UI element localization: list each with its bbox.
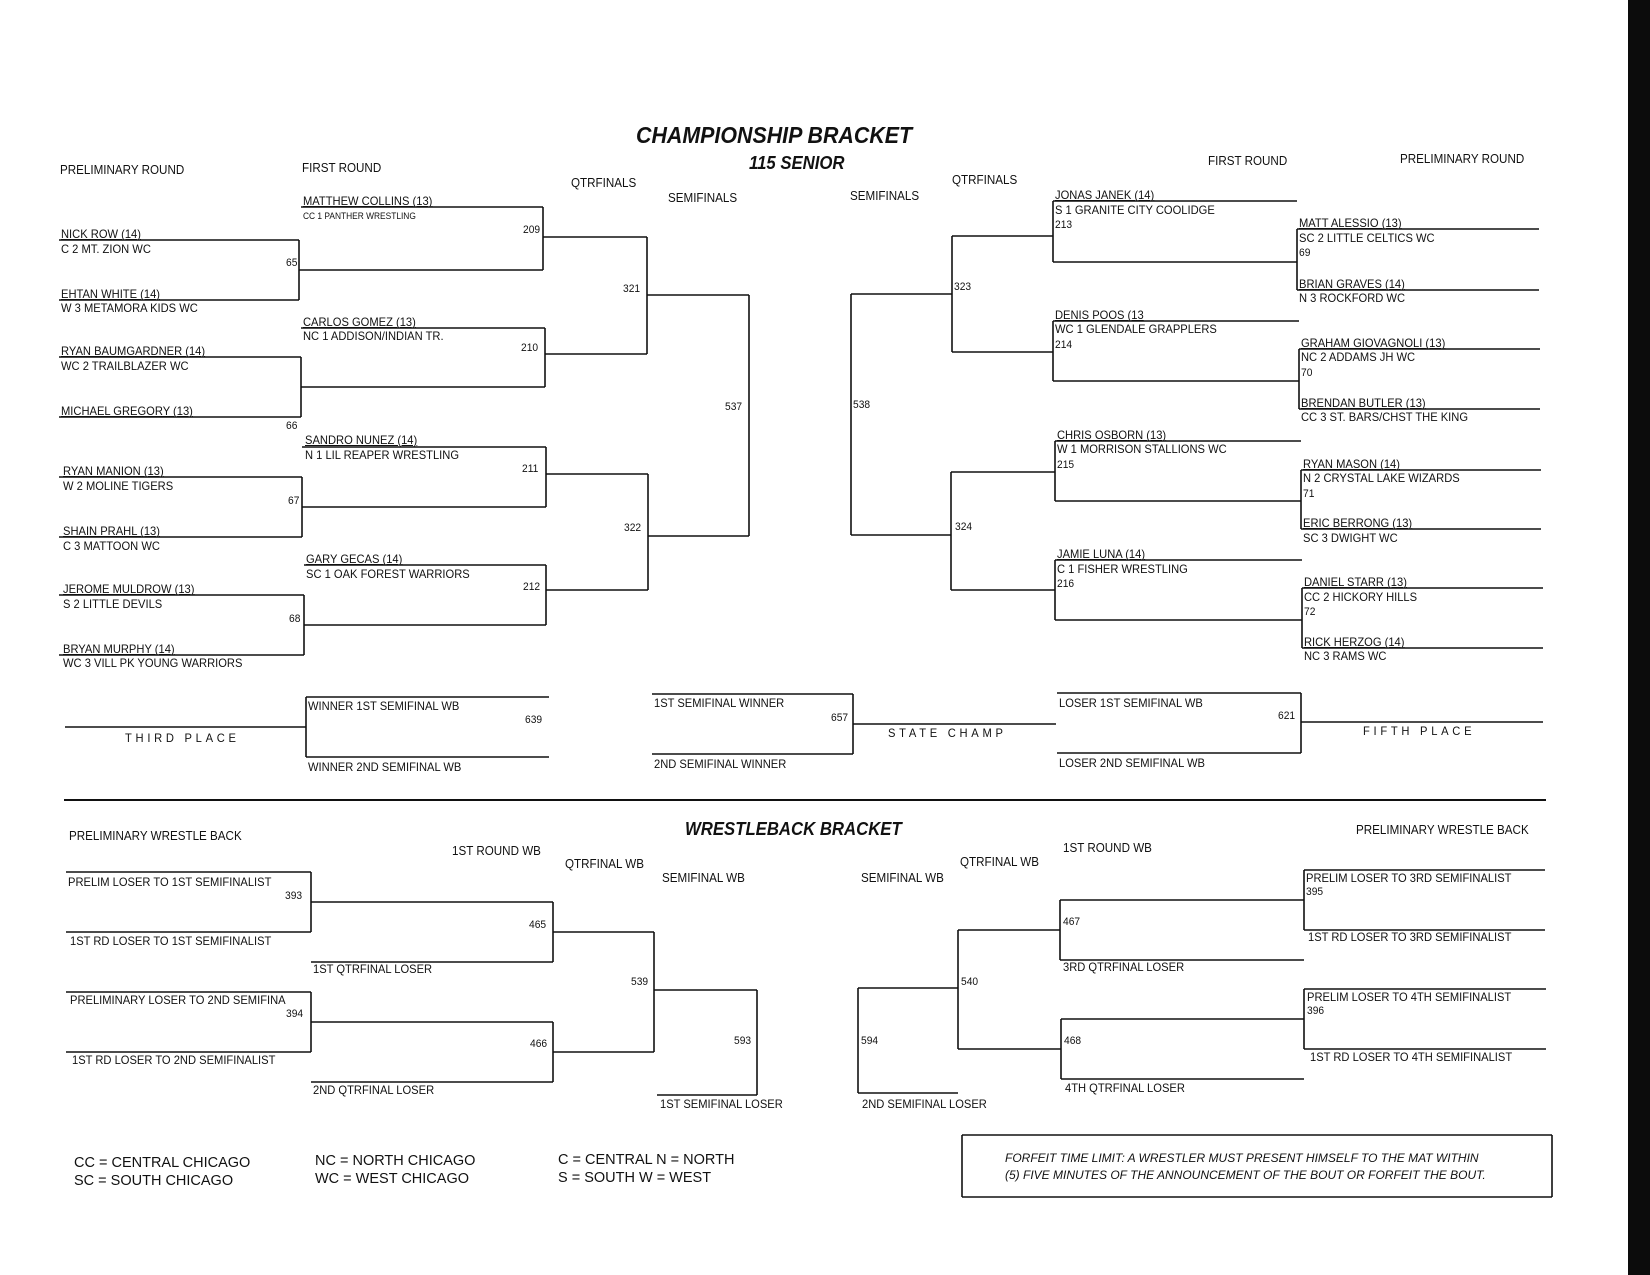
wb-slot: 2ND QTRFINAL LOSER (313, 1083, 435, 1097)
wrestler-team: WC 3 VILL PK YOUNG WARRIORS (63, 656, 243, 670)
legend-entry: NC = NORTH CHICAGO (315, 1153, 476, 1169)
wrestler-name: BRIAN GRAVES (14) (1299, 277, 1405, 291)
bout-number: 212 (523, 581, 541, 593)
wrestler-team: C 2 MT. ZION WC (61, 242, 151, 256)
bout-number: 465 (529, 919, 547, 931)
wrestler-team: N 2 CRYSTAL LAKE WIZARDS (1303, 471, 1460, 485)
bout-number: 321 (623, 283, 641, 295)
round-header-first-left: FIRST ROUND (302, 161, 382, 175)
fifth-place-bottom-slot: LOSER 2ND SEMIFINAL WB (1059, 756, 1205, 770)
wrestler-team: C 1 FISHER WRESTLING (1057, 562, 1188, 576)
weight-class: 115 SENIOR (749, 153, 845, 173)
wrestler-name: BRENDAN BUTLER (13) (1301, 396, 1426, 410)
round-header-prelim-right: PRELIMINARY ROUND (1400, 152, 1525, 166)
wrestler-team: NC 3 RAMS WC (1304, 649, 1387, 663)
wb-slot: 1ST RD LOSER TO 2ND SEMIFINALIST (72, 1053, 276, 1067)
wb-slot: 2ND SEMIFINAL LOSER (862, 1097, 987, 1111)
wrestler-team: W 3 METAMORA KIDS WC (61, 301, 198, 315)
bout-number: 540 (961, 976, 979, 988)
wb-slot: PRELIM LOSER TO 4TH SEMIFINALIST (1307, 990, 1512, 1004)
bout-number: 69 (1299, 247, 1311, 259)
fifth-place-top-slot: LOSER 1ST SEMIFINAL WB (1059, 696, 1203, 710)
bout-number: 639 (525, 714, 543, 726)
bout-number: 593 (734, 1035, 752, 1047)
page-title: CHAMPIONSHIP BRACKET (636, 122, 913, 148)
bout-number: 66 (286, 420, 298, 432)
wb-slot: 1ST RD LOSER TO 1ST SEMIFINALIST (70, 934, 272, 948)
wrestler-team: S 2 LITTLE DEVILS (63, 597, 163, 611)
bout-number: 214 (1055, 339, 1073, 351)
wrestler-name: CARLOS GOMEZ (13) (303, 315, 416, 329)
bout-number: 323 (954, 281, 972, 293)
round-header-semi-right: SEMIFINALS (850, 189, 920, 203)
wrestler-name: CHRIS OSBORN (13) (1057, 428, 1167, 442)
wb-slot: 1ST QTRFINAL LOSER (313, 962, 433, 976)
wrestler-name: ERIC BERRONG (13) (1303, 516, 1413, 530)
wrestler-team: WC 1 GLENDALE GRAPPLERS (1055, 322, 1217, 336)
round-header-wb-prelim-right: PRELIMINARY WRESTLE BACK (1356, 823, 1529, 837)
bout-number: 322 (624, 522, 642, 534)
bout-number: 594 (861, 1035, 879, 1047)
wrestler-name: SANDRO NUNEZ (14) (305, 433, 418, 447)
wrestler-name: MATT ALESSIO (13) (1299, 216, 1402, 230)
legend-entry: C = CENTRAL N = NORTH (558, 1152, 735, 1168)
bout-number: 209 (523, 224, 541, 236)
bout-number: 396 (1307, 1005, 1325, 1017)
wrestler-name: MICHAEL GREGORY (13) (61, 404, 193, 418)
third-place-top-slot: WINNER 1ST SEMIFINAL WB (308, 699, 460, 713)
legend-entry: WC = WEST CHICAGO (315, 1171, 470, 1187)
bout-number: 72 (1304, 606, 1316, 618)
wb-slot: 1ST RD LOSER TO 4TH SEMIFINALIST (1310, 1050, 1513, 1064)
bout-number: 213 (1055, 219, 1073, 231)
wb-slot: PRELIM LOSER TO 1ST SEMIFINALIST (68, 875, 272, 889)
wb-slot: 1ST RD LOSER TO 3RD SEMIFINALIST (1308, 930, 1512, 944)
third-place-label: THIRD PLACE (125, 731, 240, 745)
wrestler-name: RYAN MANION (13) (63, 464, 164, 478)
wrestler-team: WC 2 TRAILBLAZER WC (61, 359, 189, 373)
wrestleback-title: WRESTLEBACK BRACKET (685, 819, 902, 839)
wb-slot: 4TH QTRFINAL LOSER (1065, 1081, 1185, 1095)
wrestler-name: GARY GECAS (14) (306, 552, 403, 566)
wrestler-name: RYAN BAUMGARDNER (14) (61, 344, 206, 358)
wrestler-name: NICK ROW (14) (61, 227, 141, 241)
wrestler-name: RYAN MASON (14) (1303, 457, 1400, 471)
wrestler-name: DENIS POOS (13 (1055, 308, 1144, 322)
wrestler-team: NC 2 ADDAMS JH WC (1301, 350, 1416, 364)
bout-number: 538 (853, 399, 871, 411)
wrestler-name: BRYAN MURPHY (14) (63, 642, 175, 656)
bout-number: 657 (831, 712, 849, 724)
wrestler-name: SHAIN PRAHL (13) (63, 524, 160, 538)
legend-entry: S = SOUTH W = WEST (558, 1170, 712, 1186)
forfeit-note: FORFEIT TIME LIMIT: A WRESTLER MUST PRESENT HIMSELF TO THE MAT WITHIN (1005, 1151, 1479, 1165)
wrestler-team: SC 1 OAK FOREST WARRIORS (306, 567, 470, 581)
wrestler-team: SC 3 DWIGHT WC (1303, 531, 1398, 545)
round-header-wb-first-right: 1ST ROUND WB (1063, 841, 1152, 855)
round-header-wb-semi-right: SEMIFINAL WB (861, 871, 944, 885)
champ-top-slot: 1ST SEMIFINAL WINNER (654, 696, 785, 710)
bout-number: 67 (288, 495, 300, 507)
round-header-semi-left: SEMIFINALS (668, 191, 738, 205)
bout-number: 393 (285, 890, 303, 902)
round-header-wb-qtr-right: QTRFINAL WB (960, 855, 1040, 869)
round-header-prelim-left: PRELIMINARY ROUND (60, 163, 185, 177)
round-header-wb-first-left: 1ST ROUND WB (452, 844, 541, 858)
wrestler-name: JEROME MULDROW (13) (63, 582, 195, 596)
wb-slot: PRELIMINARY LOSER TO 2ND SEMIFINA (70, 993, 286, 1007)
wrestler-name: RICK HERZOG (14) (1304, 635, 1405, 649)
wrestler-team: W 1 MORRISON STALLIONS WC (1057, 442, 1227, 456)
bout-number: 68 (289, 613, 301, 625)
bout-number: 467 (1063, 916, 1081, 928)
wrestler-name: MATTHEW COLLINS (13) (303, 194, 433, 208)
fifth-place-label: FIFTH PLACE (1363, 724, 1476, 738)
wrestler-team: W 2 MOLINE TIGERS (63, 479, 174, 493)
bout-number: 216 (1057, 578, 1075, 590)
round-header-qtr-right: QTRFINALS (952, 173, 1018, 187)
wrestler-name: GRAHAM GIOVAGNOLI (13) (1301, 336, 1446, 350)
bout-number: 394 (286, 1008, 304, 1020)
bout-number: 539 (631, 976, 649, 988)
wb-slot: 3RD QTRFINAL LOSER (1063, 960, 1185, 974)
wrestler-name: DANIEL STARR (13) (1304, 575, 1407, 589)
wrestler-team: N 1 LIL REAPER WRESTLING (305, 448, 460, 462)
bout-number: 621 (1278, 710, 1296, 722)
wrestler-name: EHTAN WHITE (14) (61, 287, 161, 301)
third-place-bottom-slot: WINNER 2ND SEMIFINAL WB (308, 760, 462, 774)
round-header-wb-prelim-left: PRELIMINARY WRESTLE BACK (69, 829, 242, 843)
bout-number: 537 (725, 401, 743, 413)
wrestler-team: S 1 GRANITE CITY COOLIDGE (1055, 203, 1215, 217)
forfeit-note: (5) FIVE MINUTES OF THE ANNOUNCEMENT OF THE BOUT OR FORFEIT THE BOUT. (1005, 1168, 1486, 1182)
legend-entry: CC = CENTRAL CHICAGO (74, 1155, 251, 1171)
wrestler-team: NC 1 ADDISON/INDIAN TR. (303, 329, 444, 343)
bout-number: 215 (1057, 459, 1075, 471)
legend-entry: SC = SOUTH CHICAGO (74, 1173, 234, 1189)
state-champ-label: STATE CHAMP (888, 726, 1007, 740)
bout-number: 466 (530, 1038, 548, 1050)
bout-number: 210 (521, 342, 539, 354)
round-header-wb-semi-left: SEMIFINAL WB (662, 871, 745, 885)
bout-number: 395 (1306, 886, 1324, 898)
bout-number: 468 (1064, 1035, 1082, 1047)
bout-number: 211 (522, 463, 539, 475)
round-header-wb-qtr-left: QTRFINAL WB (565, 857, 645, 871)
bout-number: 65 (286, 257, 298, 269)
wrestler-name: JONAS JANEK (14) (1055, 188, 1155, 202)
bout-number: 70 (1301, 367, 1313, 379)
wrestler-team: C 3 MATTOON WC (63, 539, 160, 553)
round-header-qtr-left: QTRFINALS (571, 176, 637, 190)
wrestler-team: CC 2 HICKORY HILLS (1304, 590, 1418, 604)
wb-slot: 1ST SEMIFINAL LOSER (660, 1097, 783, 1111)
champ-bottom-slot: 2ND SEMIFINAL WINNER (654, 757, 787, 771)
wb-slot: PRELIM LOSER TO 3RD SEMIFINALIST (1306, 871, 1512, 885)
wrestler-team: CC 3 ST. BARS/CHST THE KING (1301, 410, 1469, 424)
wrestler-name: JAMIE LUNA (14) (1057, 547, 1146, 561)
wrestler-team: N 3 ROCKFORD WC (1299, 291, 1406, 305)
bout-number: 71 (1303, 488, 1315, 500)
wrestler-team: CC 1 PANTHER WRESTLING (303, 211, 416, 221)
round-header-first-right: FIRST ROUND (1208, 154, 1288, 168)
bout-number: 324 (955, 521, 973, 533)
wrestler-team: SC 2 LITTLE CELTICS WC (1299, 231, 1435, 245)
